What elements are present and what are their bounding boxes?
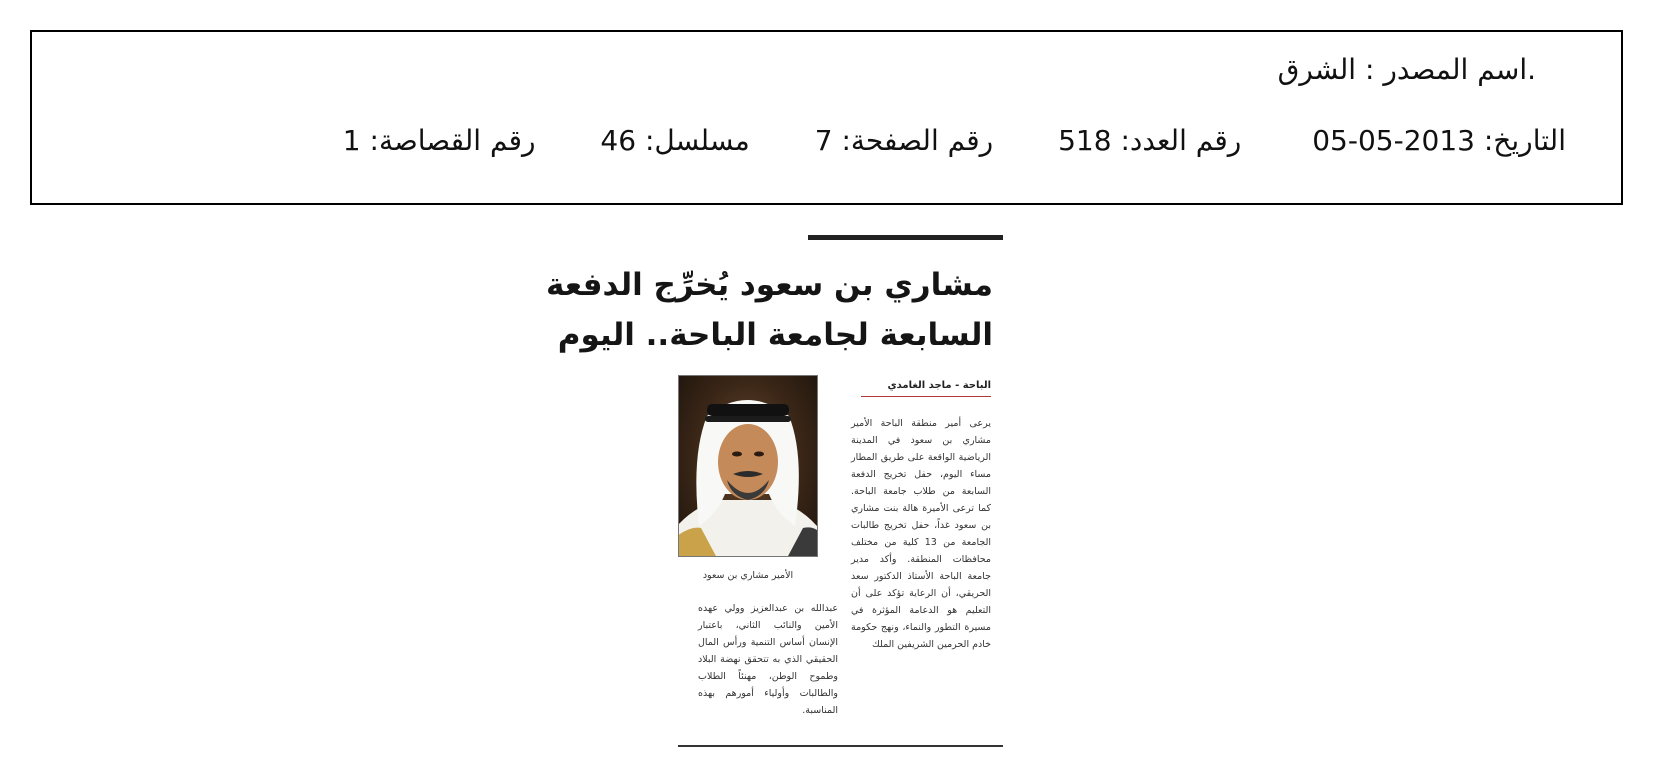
headline-line-1: مشاري بن سعود يُخرِّج الدفعة — [545, 267, 993, 303]
page-label: رقم الصفحة: — [841, 124, 994, 157]
clipping-metadata-box — [30, 30, 1623, 205]
article-column-left: عبدالله بن عبدالعزيز وولي عهده الأمين والنائب الثاني، باعتبار الإنسان أساس التنمية ورأس المال الحقيقي الذي به تتحقق نهضة البلاد وطموح الوطن، مهنئاً الطلاب والطالبات وأولياء أمورهم بهذه المناسبة. — [698, 603, 838, 716]
article-column-right: يرعى أمير منطقة الباحة الأمير مشاري بن سعود في المدينة الرياضية الواقعة على طريق المطار مساء اليوم، حفل تخريج الدفعة السابعة من طلاب جامعة الباحة. كما ترعى الأميرة هالة بنت مشاري بن سعود غداً، حفل تخريج طالبات الجامعة من 13 كلية من مختلف محافظات المنطقة. وأكد مدير جامعة الباحة الأستاذ الدكتور سعد الحريقي، أن الرعاية تؤكد على أن التعليم هو الدعامة المؤثرة في مسيرة التطور والنماء، ونهج حكومة خادم الحرمين الشريفين الملك — [851, 418, 992, 650]
date-value: 2013-05-05 — [1312, 124, 1475, 157]
source-text: .اسم المصدر : الشرق — [1277, 53, 1536, 86]
serial-value: 46 — [600, 124, 637, 157]
byline: الباحة - ماجد الغامدي — [861, 380, 991, 397]
details-line — [343, 123, 1566, 159]
headline-line-2: السابعة لجامعة الباحة.. اليوم — [557, 317, 993, 353]
source-line — [1278, 52, 1536, 88]
issue-value: 518 — [1058, 124, 1112, 157]
top-rule — [808, 235, 1003, 240]
serial-label: مسلسل: — [644, 124, 750, 157]
page-value: 7 — [814, 124, 833, 157]
portrait-photo — [678, 375, 818, 557]
newspaper-clipping — [545, 235, 1003, 750]
date-label: التاريخ: — [1483, 124, 1566, 157]
bottom-rule — [678, 745, 1003, 747]
clip-value: 1 — [342, 124, 361, 157]
photo-caption: الأمير مشاري بن سعود — [702, 570, 794, 581]
clip-label: رقم القصاصة: — [369, 124, 536, 157]
issue-label: رقم العدد: — [1120, 124, 1242, 157]
